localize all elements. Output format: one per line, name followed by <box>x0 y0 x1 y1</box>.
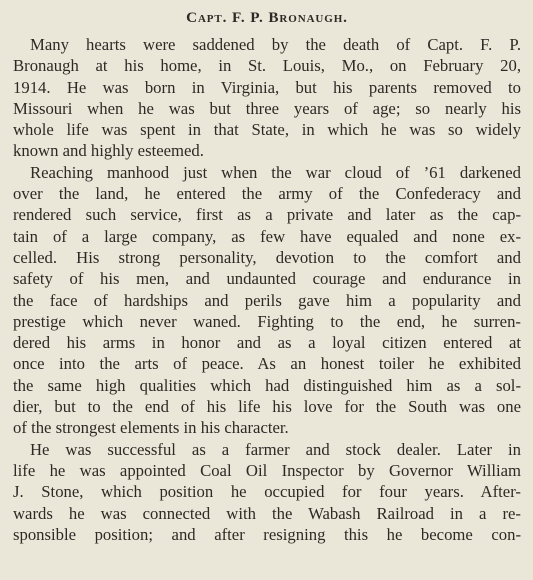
paragraph-2 <box>13 162 521 439</box>
text-line: prestige which never waned. Fighting to the end, he surren- <box>13 311 521 331</box>
text-line: rendered such service, first as a private and later as the cap- <box>13 205 521 225</box>
text-line: life he was appointed Coal Oil Inspector by Governor William <box>13 460 521 480</box>
text-line: 1914. He was born in Virginia, but his parents removed to <box>13 77 521 97</box>
text-line: dier, but to the end of his life his love for the South was one <box>13 397 521 417</box>
text-line: sponsible position; and after resigning this he become con- <box>13 524 521 544</box>
text-line: tain of a large company, as few have equaled and none ex- <box>13 226 521 246</box>
text-line: whole life was spent in that State, in which he was so widely <box>13 120 521 140</box>
text-line: known and highly esteemed. <box>13 141 204 161</box>
paragraph-1 <box>13 34 521 162</box>
article-title: Capt. F. P. Bronaugh. <box>186 9 348 26</box>
text-line: He was successful as a farmer and stock dealer. Later in <box>30 439 521 459</box>
text-line: of the strongest elements in his character. <box>13 418 289 438</box>
text-line: dered his arms in honor and as a loyal citizen entered at <box>13 333 521 353</box>
text-line: J. Stone, which position he occupied for four years. After- <box>13 482 521 502</box>
text-line: Reaching manhood just when the war cloud of ’61 darkened <box>30 162 521 182</box>
text-line: Missouri when he was but three years of age; so nearly his <box>13 98 521 118</box>
text-line: Bronaugh at his home, in St. Louis, Mo., on February 20, <box>13 56 521 76</box>
text-line: Many hearts were saddened by the death of Capt. F. P. <box>30 35 521 54</box>
text-line: safety of his men, and undaunted courage and endurance in <box>13 269 521 289</box>
text-line: over the land, he entered the army of the Confederacy and <box>13 184 521 204</box>
text-line: the face of hardships and perils gave him a popularity and <box>13 290 521 310</box>
paragraph-3 <box>13 439 521 545</box>
text-line: wards he was connected with the Wabash Railroad in a re- <box>13 503 521 523</box>
text-line: the same high qualities which had distinguished him as a sol- <box>13 375 521 395</box>
text-line: celled. His strong personality, devotion to the comfort and <box>13 247 521 267</box>
text-line: once into the arts of peace. As an honest toiler he exhibited <box>13 354 521 374</box>
